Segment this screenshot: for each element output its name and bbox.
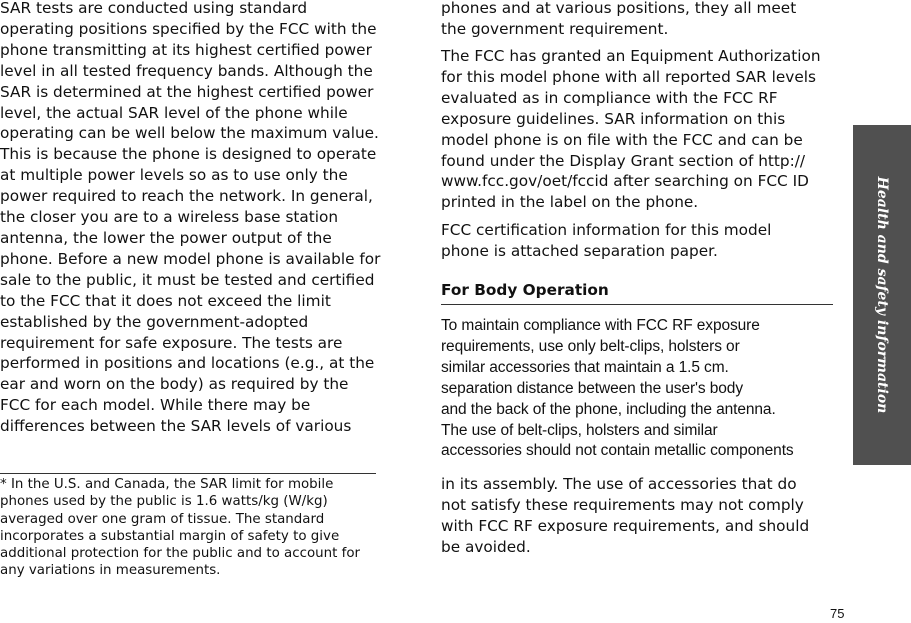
section-heading: For Body Operation: [441, 281, 609, 299]
body-paragraph: SAR tests are conducted using standard operating positions specified by the FCC with the phone transmitting at its highest certified power level in all tested frequency bands. Although the SAR is determined at the highest certified power level, the actual SAR level of the phone while operating can be well below the maximum value. This is because the phone is designed to operate at multiple power levels so as to use only the power required to reach the network. In general, the closer you are to a wireless base station antenna, the lower the power output of the phone. Before a new model phone is available for sale to the public, it must be tested and certified to the FCC that it does not exceed the limit established by the government-adopted requirement for safe exposure. The tests are performed in positions and locations (e.g., at the ear and worn on the body) as required by the FCC for each model. While there may be differences between the SAR levels of various: [0, 0, 381, 436]
left-column: [0, 0, 392, 437]
body-paragraph: phones and at various positions, they all meet the government requirement.: [441, 0, 797, 38]
section-side-tab: [853, 125, 911, 465]
footnote-divider: [0, 473, 376, 474]
body-paragraph: The FCC has granted an Equipment Authorization for this model phone with all reported SAR levels evaluated as in compliance with the FCC RF exposure guidelines. SAR information on this model phone is on file with the FCC and can be found under the Display Grant section of http:// www.fcc.gov/oet/fccid after searching on FCC ID printed in the label on the phone.: [441, 47, 821, 212]
body-paragraph: To maintain compliance with FCC RF exposure requirements, use only belt-clips, holsters or similar accessories that maintain a 1.5 cm. separation distance between the user's body and the back of the phone, including the antenna. The use of belt-clips, holsters and similar accessories should not contain metallic components: [441, 317, 794, 460]
body-paragraph: FCC certification information for this model phone is attached separation paper.: [441, 221, 772, 260]
page-number: 75: [830, 606, 845, 621]
side-tab-label: Health and safety information: [874, 176, 890, 414]
heading-divider: [441, 304, 833, 305]
body-paragraph: in its assembly. The use of accessories that do not satisfy these requirements may not comply with FCC RF exposure requirements, and should be avoided.: [441, 475, 810, 556]
footnote: * In the U.S. and Canada, the SAR limit for mobile phones used by the public is 1.6 watts/kg (W/kg) averaged over one gram of tissue. The standard incorporates a substantial margin of safety to give additional protection for the public and to account for any variations in measurements.: [0, 477, 361, 579]
